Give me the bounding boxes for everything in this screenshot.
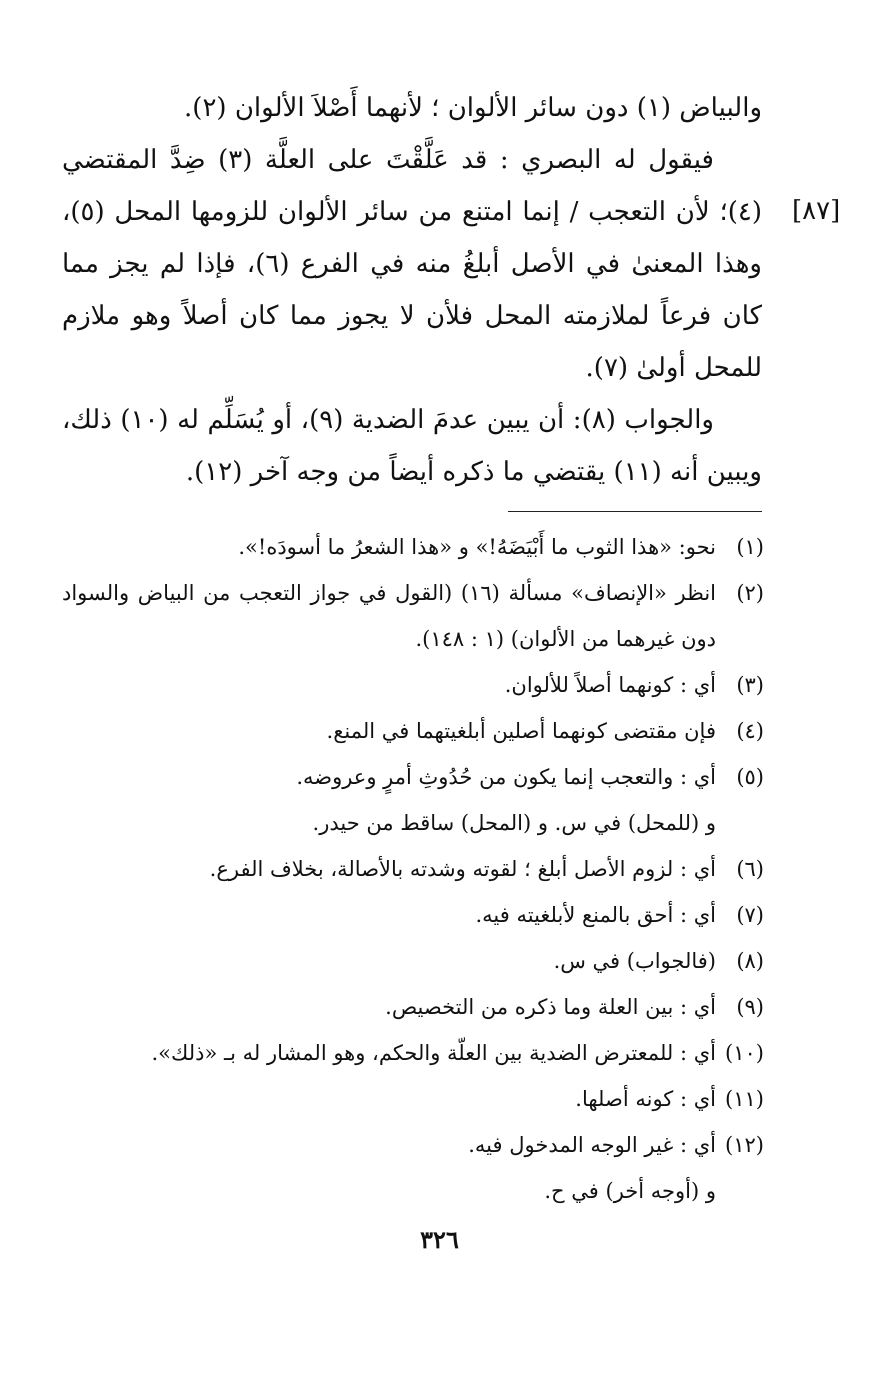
footnote-text: أي : كونه أصلها. (575, 1087, 716, 1111)
margin-page-reference: [٨٧] (792, 196, 841, 226)
footnotes (62, 524, 764, 1214)
page-number: ٣٢٦ (420, 1225, 459, 1254)
footnote-separator (508, 511, 762, 512)
footnote-text: نحو: «هذا الثوب ما أَبْيَضَهُ!» و «هذا الشعرُ ما أسودَه!». (238, 535, 716, 559)
footnote-text: أي : أحق بالمنع لأبلغيته فيه. (475, 903, 716, 927)
footnote-number: (٤) (736, 719, 764, 743)
footnote-5 (62, 754, 764, 800)
footnote-text: و (للمحل) في س. و (المحل) ساقط من حيدر. (312, 811, 716, 835)
footnote-text: أي : غير الوجه المدخول فيه. (468, 1133, 716, 1157)
footnote-12 (62, 1122, 764, 1168)
footnote-text: أي : للمعترض الضدية بين العلّة والحكم، وهو المشار له بـ «ذلك». (151, 1041, 716, 1065)
footnote-7 (62, 892, 764, 938)
footnote-text: أي : كونهما أصلاً للألوان. (504, 673, 716, 697)
footnote-text: فإن مقتضى كونهما أصلين أبلغيتهما في المنع. (326, 719, 716, 743)
footnote-2 (62, 570, 764, 662)
footnote-9 (62, 984, 764, 1030)
main-text (62, 82, 762, 498)
paragraph-3: والجواب (٨): أن يبين عدمَ الضدية (٩)، أو يُسَلِّم له (١٠) ذلك، ويبين أنه (١١) يقتضي ما ذكره أيضاً من وجه آخر (١٢). (62, 405, 762, 487)
footnote-8 (62, 938, 764, 984)
footnote-text: أي : لزوم الأصل أبلغ ؛ لقوته وشدته بالأصالة، بخلاف الفرع. (209, 857, 716, 881)
footnote-11 (62, 1076, 764, 1122)
footnote-number: (٨) (736, 949, 764, 973)
footnote-12-continuation (62, 1168, 764, 1214)
footnote-text: و (أوجه أخر) في ح. (544, 1179, 716, 1203)
footnote-text: أي : بين العلة وما ذكره من التخصيص. (385, 995, 716, 1019)
footnote-3 (62, 662, 764, 708)
footnote-number: (٦) (736, 857, 764, 881)
footnote-number: (٢) (736, 581, 764, 605)
footnote-number: (٥) (736, 765, 764, 789)
footnote-number: (١١) (725, 1087, 764, 1111)
footnote-number: (١) (736, 535, 764, 559)
paragraph-1: والبياض (١) دون سائر الألوان ؛ لأنهما أَصْلاَ الألوان (٢). (184, 93, 762, 123)
paragraph-2: فيقول له البصري : قد عَلَّقْتَ على العلَّة (٣) ضِدَّ المقتضي (٤)؛ لأن التعجب / إنما امتنع من سائر الألوان للزومها المحل (٥)، وهذا المعنىٰ في الأصل أبلغُ منه في الفرع (٦)، فإذا لم يجز مما كان فرعاً لملازمته المحل فلأن لا يجوز مما كان أصلاً وهو ملازم للمحل أولىٰ (٧). (62, 145, 762, 383)
footnote-number: (٩) (736, 995, 764, 1019)
footnote-text: أي : والتعجب إنما يكون من حُدُوثِ أمرٍ وعروضه. (296, 765, 716, 789)
footnote-text: انظر «الإنصاف» مسألة (١٦) (القول في جواز التعجب من البياض والسواد دون غيرهما من الألوان) (١ : ١٤٨). (62, 581, 716, 651)
footnote-number: (١٢) (725, 1133, 764, 1157)
footnote-text: (فالجواب) في س. (553, 949, 716, 973)
footnote-number: (٧) (736, 903, 764, 927)
footnote-6 (62, 846, 764, 892)
footnote-10 (62, 1030, 764, 1076)
footnote-1 (62, 524, 764, 570)
footnote-number: (٣) (736, 673, 764, 697)
footnote-4 (62, 708, 764, 754)
footnote-5-continuation (62, 800, 764, 846)
footnote-number: (١٠) (725, 1041, 764, 1065)
